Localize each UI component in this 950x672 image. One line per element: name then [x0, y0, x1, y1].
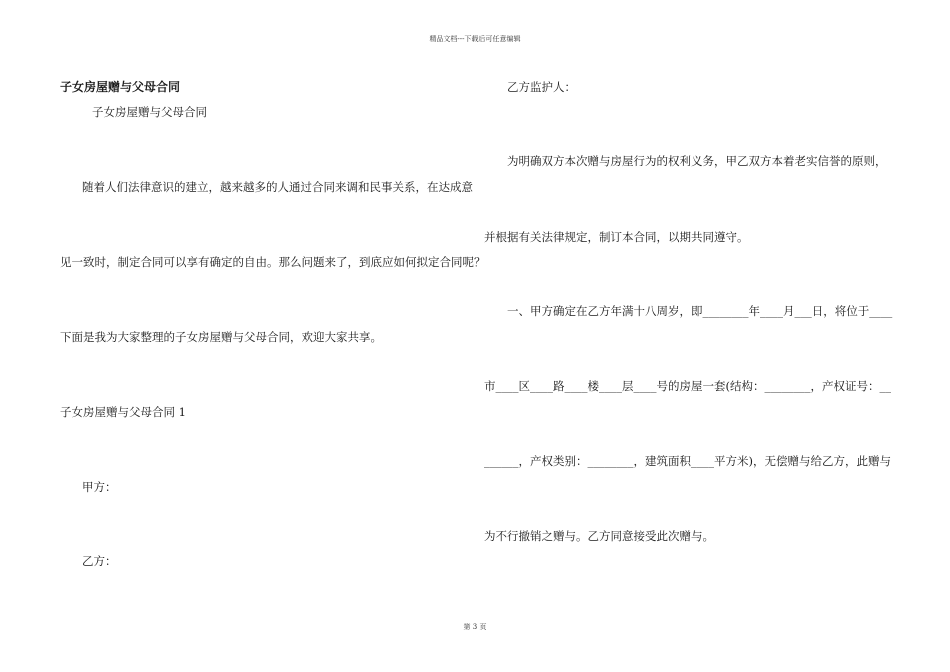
party-b-label: 乙方： [82, 554, 117, 568]
clause-one-line-3: ______，产权类别：________，建筑面积____平方米)，无偿赠与给乙方，此赠与 [484, 454, 891, 468]
intro-paragraph-line-3: 下面是我为大家整理的子女房屋赠与父母合同，欢迎大家共享。 [60, 330, 382, 344]
document-subtitle: 子女房屋赠与父母合同 [92, 105, 207, 119]
clause-one-line-2: 市____区____路____楼____层____号的房屋一套(结构：________，产权证号：__ [484, 379, 891, 393]
intro-paragraph-line-2: 见一致时，制定合同可以享有确定的自由。那么问题来了，到底应如何拟定合同呢？ [60, 255, 486, 269]
purpose-paragraph-line-2: 并根据有关法律规定，制订本合同，以期共同遵守。 [484, 230, 749, 244]
purpose-paragraph-line-1: 为明确双方本次赠与房屋行为的权利义务，甲乙双方本着老实信誉的原则， [507, 154, 887, 168]
guardian-label: 乙方监护人： [507, 80, 576, 94]
page-header: 精品文档---下载后可任意编辑 [429, 35, 521, 43]
clause-one-line-4: 为不行撤销之赠与。乙方同意接受此次赠与。 [484, 529, 714, 543]
document-title: 子女房屋赠与父母合同 [60, 80, 181, 94]
party-a-label: 甲方： [82, 480, 117, 494]
section-heading: 子女房屋赠与父母合同 1 [60, 405, 186, 419]
clause-one-line-1: 一、甲方确定在乙方年满十八周岁，即________年____月___日，将位于____ [507, 304, 893, 318]
page-number: 第 3 页 [463, 623, 487, 631]
intro-paragraph-line-1: 随着人们法律意识的建立，越来越多的人通过合同来调和民事关系，在达成意 [82, 180, 473, 194]
